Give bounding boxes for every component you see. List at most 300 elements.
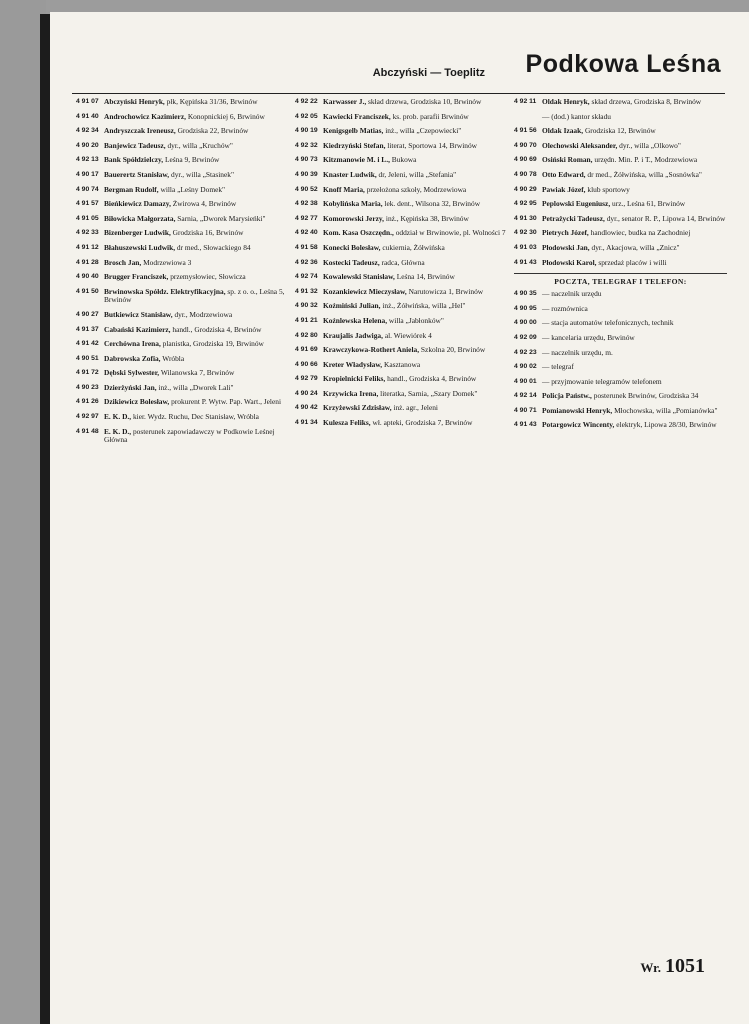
subscriber-name: Osiński Roman, xyxy=(542,155,593,165)
subscriber-details: prokurent P. Wytw. Pap. Wart., Jeleni xyxy=(171,397,282,407)
directory-entry xyxy=(295,113,508,122)
entry-text xyxy=(323,332,508,341)
phone-number: 4 90 42 xyxy=(295,404,318,412)
directory-entry xyxy=(295,215,508,224)
subscriber-name: Pawiak Józef, xyxy=(542,184,586,194)
subscriber-details: kier. Wydz. Ruchu, Dec Stanisław, Wróbla xyxy=(132,412,259,422)
entry-text xyxy=(104,229,289,238)
column-1 xyxy=(76,98,295,958)
phone-number: 4 90 35 xyxy=(514,290,537,298)
subscriber-details: willa „Leśny Domek" xyxy=(160,184,226,194)
subscriber-details: Młochowska, willa „Pomianówka" xyxy=(614,405,718,415)
subscriber-name: Otto Edward, xyxy=(542,169,586,179)
subscriber-name: Knoff Maria, xyxy=(323,184,365,194)
subscriber-name: Peplowski Eugeniusz, xyxy=(542,199,611,209)
directory-entry xyxy=(295,156,508,165)
subscriber-details: posterunek Brwinów, Grodziska 34 xyxy=(593,391,699,401)
subscriber-name: Kenigsgelb Matias, xyxy=(323,126,384,136)
phone-number: 4 91 72 xyxy=(76,369,99,377)
entry-text xyxy=(542,378,727,387)
subscriber-name: Dębski Sylwester, xyxy=(104,368,160,378)
phone-number: 4 91 50 xyxy=(76,287,99,295)
phone-number: 4 92 74 xyxy=(295,273,318,281)
entry-text xyxy=(323,215,508,224)
phone-number: 4 91 07 xyxy=(76,98,99,105)
directory-entry xyxy=(514,200,727,209)
subscriber-name: Krzywicka Irena, xyxy=(323,388,379,398)
subscriber-details: przełożona szkoły, Modrzewiowa xyxy=(366,184,467,194)
subscriber-name: Bank Spółdzielczy, xyxy=(104,155,164,165)
phone-number: 4 91 03 xyxy=(514,243,537,251)
subscriber-details: — przyjmowanie telegramów telefonem xyxy=(542,376,662,386)
phone-number: 4 91 69 xyxy=(295,346,318,354)
subscriber-name: Konecki Bolesław, xyxy=(323,242,381,252)
phone-number: 4 92 95 xyxy=(514,200,537,208)
phone-number: 4 92 22 xyxy=(295,98,318,105)
directory-entry xyxy=(76,369,289,378)
entry-text xyxy=(323,346,508,355)
entry-text xyxy=(323,273,508,282)
phone-number: 4 90 02 xyxy=(514,363,537,371)
subscriber-name: Kitzmanowie M. i L., xyxy=(323,155,390,165)
entry-text xyxy=(104,113,289,122)
phone-number: 4 92 23 xyxy=(514,348,537,356)
subscriber-name: Oldak Izaak, xyxy=(542,126,584,136)
subscriber-details: urzędn. Min. P. i T., Modrzewiowa xyxy=(594,155,698,165)
phone-number: 4 90 52 xyxy=(295,185,318,193)
entry-text xyxy=(542,349,727,358)
subscriber-details: skład drzewa, Grodziska 8, Brwinów xyxy=(591,98,702,106)
subscriber-details: Grodziska 22, Brwinów xyxy=(177,126,249,136)
phone-number: 4 92 11 xyxy=(514,98,537,105)
directory-entry xyxy=(295,142,508,151)
phone-number: 4 90 00 xyxy=(514,319,537,327)
phone-number: 4 90 74 xyxy=(76,185,99,193)
phone-number: 4 90 66 xyxy=(295,360,318,368)
subscriber-name: Bizenberger Ludwik, xyxy=(104,228,171,238)
subscriber-details: inż., willa „Dworek Lali" xyxy=(158,382,234,392)
phone-number: 4 90 24 xyxy=(295,389,318,397)
running-head: Abczyński — Toeplitz xyxy=(372,67,485,79)
phone-number: 4 91 30 xyxy=(514,214,537,222)
phone-number: 4 91 43 xyxy=(514,258,537,266)
subscriber-details: inż., Kępińska 38, Brwinów xyxy=(385,213,469,223)
directory-entry xyxy=(76,171,289,180)
subscriber-details: planistka, Grodziska 19, Brwinów xyxy=(162,339,264,349)
subscriber-details: klub sportowy xyxy=(587,184,630,194)
entry-text xyxy=(542,319,727,328)
phone-number: 4 90 39 xyxy=(295,170,318,178)
entry-text xyxy=(542,215,727,224)
subscriber-name: Kawiecki Franciszek, xyxy=(323,111,391,121)
phone-number: 4 92 79 xyxy=(295,375,318,383)
phone-number: 4 90 17 xyxy=(76,170,99,178)
directory-entry xyxy=(76,311,289,320)
directory-entry xyxy=(295,259,508,268)
entry-text xyxy=(542,229,727,238)
phone-number: 4 92 80 xyxy=(295,331,318,339)
entry-text xyxy=(104,186,289,195)
entry-text xyxy=(323,317,508,326)
directory-entry xyxy=(76,127,289,136)
subscriber-name: Brosch Jan, xyxy=(104,257,142,267)
entry-text xyxy=(104,326,289,335)
entry-text xyxy=(542,363,727,372)
subscriber-details: oddział w Brwinowie, pl. Wolności 7 xyxy=(395,228,506,238)
phone-number: 4 90 70 xyxy=(514,141,537,149)
subscriber-details: Narutowicza 1, Brwinów xyxy=(408,286,484,296)
entry-text xyxy=(323,200,508,209)
directory-entry xyxy=(514,363,727,372)
entry-text xyxy=(323,171,508,180)
phone-number: 4 92 05 xyxy=(295,112,318,120)
directory-entry xyxy=(76,229,289,238)
place-title: Podkowa Leśna xyxy=(525,50,721,78)
phone-number: 4 91 48 xyxy=(76,427,99,435)
directory-entry xyxy=(514,392,727,401)
subscriber-name: Kropielnicki Feliks, xyxy=(323,374,386,384)
subscriber-details: posterunek zapowiadawczy w Podkowie Leśnej Główna xyxy=(104,426,275,445)
phone-number: 4 92 38 xyxy=(295,200,318,208)
entry-text xyxy=(323,288,508,297)
phone-number: 4 90 27 xyxy=(76,310,99,318)
directory-entry xyxy=(514,407,727,416)
directory-entry xyxy=(514,142,727,151)
subscriber-name: Błahuszewski Ludwik, xyxy=(104,242,176,252)
subscriber-name: Karwasser J., xyxy=(323,98,367,106)
directory-entry xyxy=(76,200,289,209)
phone-number: 4 92 09 xyxy=(514,333,537,341)
subscriber-details: inż., willa „Czepowiecki" xyxy=(385,126,462,136)
entry-text xyxy=(323,390,508,399)
phone-number: 4 91 32 xyxy=(295,287,318,295)
subscriber-details: dyr., willa „Kruchów" xyxy=(167,140,233,150)
phone-number: 4 90 32 xyxy=(295,302,318,310)
entry-text xyxy=(542,98,727,107)
entry-text xyxy=(104,288,289,305)
subscriber-details: Bukowa xyxy=(391,155,417,165)
directory-entry xyxy=(76,355,289,364)
directory-entry xyxy=(514,113,727,122)
phone-number: 4 92 32 xyxy=(295,141,318,149)
entry-text xyxy=(104,156,289,165)
subscriber-details: Grodziska 16, Brwinów xyxy=(172,228,244,238)
subscriber-details: dr med., Żółwińska, willa „Sosnówka" xyxy=(587,169,702,179)
entry-text xyxy=(104,98,289,107)
phone-number: 4 91 43 xyxy=(514,421,537,429)
entry-text xyxy=(542,200,727,209)
entry-text xyxy=(542,407,727,416)
entry-text xyxy=(542,259,727,268)
subscriber-details: literat, Sportowa 14, Brwinów xyxy=(387,140,477,150)
directory-entry xyxy=(76,413,289,422)
subscriber-name: Komorowski Jerzy, xyxy=(323,213,385,223)
entry-text xyxy=(104,215,289,224)
phone-number: 4 91 37 xyxy=(76,325,99,333)
directory-entry xyxy=(514,319,727,328)
directory-entry xyxy=(295,390,508,399)
subscriber-details: Wilanowska 7, Brwinów xyxy=(160,368,235,378)
subscriber-details: — naczelnik urzędu xyxy=(542,289,602,299)
entry-text xyxy=(323,404,508,413)
directory-entry xyxy=(295,98,508,107)
subscriber-name: Bieńkiewicz Damazy, xyxy=(104,199,171,209)
phone-number: 4 92 33 xyxy=(76,229,99,237)
subscriber-details: handl., Grodziska 4, Brwinów xyxy=(172,324,262,334)
subscriber-name: Pomianowski Henryk, xyxy=(542,405,613,415)
phone-number: 4 90 78 xyxy=(514,170,537,178)
directory-entry xyxy=(295,200,508,209)
directory-entry xyxy=(295,332,508,341)
subscriber-details: — telegraf xyxy=(542,362,574,372)
entry-text xyxy=(104,142,289,151)
subscriber-details: — rozmównica xyxy=(542,303,588,313)
subscriber-details: dr med., Słowackiego 84 xyxy=(176,242,251,252)
phone-number: 4 91 57 xyxy=(76,200,99,208)
directory-entry xyxy=(76,98,289,107)
entry-text xyxy=(104,127,289,136)
subscriber-details: handl., Grodziska 4, Brwinów xyxy=(387,374,477,384)
entry-text xyxy=(323,244,508,253)
directory-entry xyxy=(514,215,727,224)
subscriber-name: Petrażycki Tadeusz, xyxy=(542,213,605,223)
directory-entry xyxy=(76,398,289,407)
directory-entry xyxy=(76,142,289,151)
directory-entry xyxy=(76,326,289,335)
subscriber-details: dyr., Modrzewiowa xyxy=(174,309,233,319)
entry-text xyxy=(542,290,727,299)
phone-number: 4 90 19 xyxy=(295,127,318,135)
subscriber-details: literatka, Sarnia, „Szary Domek" xyxy=(380,388,478,398)
entry-text xyxy=(104,171,289,180)
subscriber-details: inż., Żółwińska, willa „Hel" xyxy=(382,301,466,311)
subscriber-details: skład drzewa, Grodziska 10, Brwinów xyxy=(368,98,482,106)
subscriber-name: Dabrowska Zofia, xyxy=(104,353,161,363)
subscriber-details: urz., Leśna 61, Brwinów xyxy=(612,199,686,209)
entry-text xyxy=(323,375,508,384)
directory-entry xyxy=(76,215,289,224)
directory-entry xyxy=(76,340,289,349)
directory-entry xyxy=(514,378,727,387)
directory-entry xyxy=(295,404,508,413)
directory-entry xyxy=(514,171,727,180)
directory-entry xyxy=(295,288,508,297)
directory-entry xyxy=(76,384,289,393)
page-footer xyxy=(640,955,705,978)
column-2 xyxy=(295,98,514,958)
phone-number: 4 92 13 xyxy=(76,156,99,164)
subscriber-details: dyr., senator R. P., Lipowa 14, Brwinów xyxy=(606,213,726,223)
phone-number: 4 90 69 xyxy=(514,156,537,164)
subscriber-details: dyr., willa „Olkowo" xyxy=(619,140,681,150)
phone-number: 4 90 29 xyxy=(514,185,537,193)
subscriber-name: Kreter Władysław, xyxy=(323,359,383,369)
directory-entry xyxy=(514,156,727,165)
subscriber-details: Leśna 9, Brwinów xyxy=(165,155,220,165)
subscriber-details: elektryk, Lipowa 28/30, Brwinów xyxy=(616,420,717,430)
directory-entry xyxy=(295,244,508,253)
subscriber-details: dyr., willa „Stasinek" xyxy=(171,169,234,179)
phone-number: 4 92 14 xyxy=(514,392,537,400)
subscriber-details: ks. prob. parafii Brwinów xyxy=(392,111,469,121)
subscriber-name: Abczyński Henryk, xyxy=(104,98,165,106)
entry-text xyxy=(542,421,727,430)
phone-number: 4 92 34 xyxy=(76,127,99,135)
entry-text xyxy=(542,142,727,151)
entry-text xyxy=(323,259,508,268)
subscriber-name: Kozankiewicz Mieczysław, xyxy=(323,286,407,296)
entry-text xyxy=(104,200,289,209)
phone-number: 4 91 40 xyxy=(76,112,99,120)
subscriber-details: Szkolna 20, Brwinów xyxy=(420,345,486,355)
subscriber-details: sp. z o. o., Leśna 5, Brwinów xyxy=(104,286,285,305)
subscriber-name: Kulesza Feliks, xyxy=(323,418,371,428)
phone-number: 4 92 40 xyxy=(295,229,318,237)
entry-text xyxy=(323,156,508,165)
entry-text xyxy=(323,361,508,370)
phone-number: 4 91 05 xyxy=(76,214,99,222)
subscriber-name: Kowalewski Stanisław, xyxy=(323,272,395,282)
entry-text xyxy=(104,273,289,282)
directory-entry xyxy=(76,428,289,445)
subscriber-name: Brugger Franciszek, xyxy=(104,272,169,282)
directory-entry xyxy=(514,229,727,238)
phone-number xyxy=(514,113,542,122)
page-header xyxy=(72,50,725,94)
directory-entry xyxy=(295,229,508,238)
subscriber-name: Kom. Kasa Oszczędn., xyxy=(323,228,394,238)
entry-text xyxy=(542,156,727,165)
subscriber-details: płk, Kępińska 31/36, Brwinów xyxy=(166,98,258,106)
entry-text xyxy=(542,171,727,180)
directory-entry xyxy=(514,127,727,136)
entry-text xyxy=(323,302,508,311)
subscriber-name: Potargowicz Wincenty, xyxy=(542,420,615,430)
entry-text xyxy=(542,305,727,314)
phone-number: 4 92 30 xyxy=(514,229,537,237)
entry-text xyxy=(323,419,508,428)
subscriber-details: handlowiec, budka na Zachodniej xyxy=(590,228,691,238)
subscriber-name: Brwinowska Spółdz. Elektryfikacyjna, xyxy=(104,286,226,296)
entry-text xyxy=(104,311,289,320)
directory-entry xyxy=(514,244,727,253)
phone-number: 4 91 58 xyxy=(295,243,318,251)
phone-number: 4 92 77 xyxy=(295,214,318,222)
subscriber-details: — stacja automatów telefonicznych, technik xyxy=(542,318,674,328)
subscriber-name: Olechowski Aleksander, xyxy=(542,140,618,150)
subscriber-details: dr, Jeleni, willa „Stefania" xyxy=(378,169,457,179)
subscriber-details: lek. dent., Wilsona 32, Brwinów xyxy=(384,199,481,209)
footer-prefix: Wr. xyxy=(640,960,661,975)
directory-entry xyxy=(514,349,727,358)
entry-text xyxy=(104,259,289,268)
directory-entry xyxy=(76,244,289,253)
subscriber-name: Cerchówna Irena, xyxy=(104,339,161,349)
phone-number: 4 91 21 xyxy=(295,316,318,324)
subscriber-name: Banjewicz Tadeusz, xyxy=(104,140,166,150)
entry-text xyxy=(542,186,727,195)
phone-number: 4 90 71 xyxy=(514,406,537,414)
subscriber-details: wł. apteki, Grodziska 7, Brwinów xyxy=(372,418,473,428)
directory-entry xyxy=(76,288,289,305)
subscriber-name: Policja Państw., xyxy=(542,391,592,401)
subscriber-name: Bergman Rudolf, xyxy=(104,184,159,194)
directory-entry xyxy=(295,273,508,282)
directory-entry xyxy=(295,317,508,326)
subscriber-details: — kancelaria urzędu, Brwinów xyxy=(542,332,635,342)
phone-number: 4 90 95 xyxy=(514,304,537,312)
directory-entry xyxy=(514,259,727,268)
entry-text xyxy=(104,428,289,445)
phone-number: 4 90 20 xyxy=(76,141,99,149)
subscriber-details: al. Wiewiórek 4 xyxy=(384,330,432,340)
subscriber-name: Oldak Henryk, xyxy=(542,98,590,106)
subscriber-name: Kobylińska Maria, xyxy=(323,199,383,209)
subscriber-name: Koźmiński Julian, xyxy=(323,301,381,311)
directory-entry xyxy=(514,186,727,195)
subscriber-name: Dzikiewicz Bolesław, xyxy=(104,397,170,407)
phone-number: 4 91 26 xyxy=(76,398,99,406)
entry-text xyxy=(104,355,289,364)
subscriber-name: E. K. D., xyxy=(104,412,132,422)
directory-columns xyxy=(76,98,733,958)
directory-entry xyxy=(295,361,508,370)
phone-number: 4 91 12 xyxy=(76,243,99,251)
subscriber-name: Płodowski Jan, xyxy=(542,242,590,252)
phone-number: 4 91 56 xyxy=(514,127,537,135)
phone-number: 4 90 73 xyxy=(295,156,318,164)
subscriber-name: Krzyżewski Zdzisław, xyxy=(323,403,392,413)
directory-entry xyxy=(76,186,289,195)
subscriber-name: Krawczykowa-Rothert Aniela, xyxy=(323,345,420,355)
page-number: 1051 xyxy=(665,955,705,977)
entry-text xyxy=(542,392,727,401)
subscriber-name: Płodowski Karol, xyxy=(542,257,597,267)
subscriber-details: Żwirowa 4, Brwinów xyxy=(172,199,237,209)
directory-entry xyxy=(514,305,727,314)
subscriber-name: Koźnlewska Helena, xyxy=(323,315,388,325)
directory-entry xyxy=(295,127,508,136)
phone-number: 4 92 36 xyxy=(295,258,318,266)
subscriber-details: Leśna 14, Brwinów xyxy=(396,272,455,282)
entry-text xyxy=(104,340,289,349)
subscriber-name: Kraujalis Jadwiga, xyxy=(323,330,383,340)
directory-entry xyxy=(76,156,289,165)
entry-text xyxy=(104,384,289,393)
entry-text xyxy=(323,127,508,136)
subscriber-details: willa „Jabłonków" xyxy=(388,315,444,325)
directory-entry xyxy=(295,171,508,180)
entry-text xyxy=(104,413,289,422)
directory-page xyxy=(50,12,749,1024)
directory-entry xyxy=(295,346,508,355)
phone-number: 4 90 51 xyxy=(76,354,99,362)
entry-text xyxy=(104,244,289,253)
directory-entry xyxy=(295,186,508,195)
phone-number: 4 90 01 xyxy=(514,377,537,385)
subscriber-details: dyr., Akacjowa, willa „Znicz" xyxy=(591,242,680,252)
entry-text xyxy=(323,229,508,238)
subscriber-details: cukiernia, Żółwińska xyxy=(382,242,445,252)
directory-entry xyxy=(514,334,727,343)
subscriber-details: Konopnickiej 6, Brwinów xyxy=(187,111,265,121)
subscriber-details: radca, Główna xyxy=(381,257,425,267)
subscriber-details: Kasztanowa xyxy=(383,359,421,369)
subscriber-name: Pietrych Józef, xyxy=(542,228,589,238)
subscriber-details: inż. agr., Jeleni xyxy=(393,403,438,413)
directory-entry xyxy=(76,113,289,122)
subscriber-name: Knaster Ludwik, xyxy=(323,169,377,179)
